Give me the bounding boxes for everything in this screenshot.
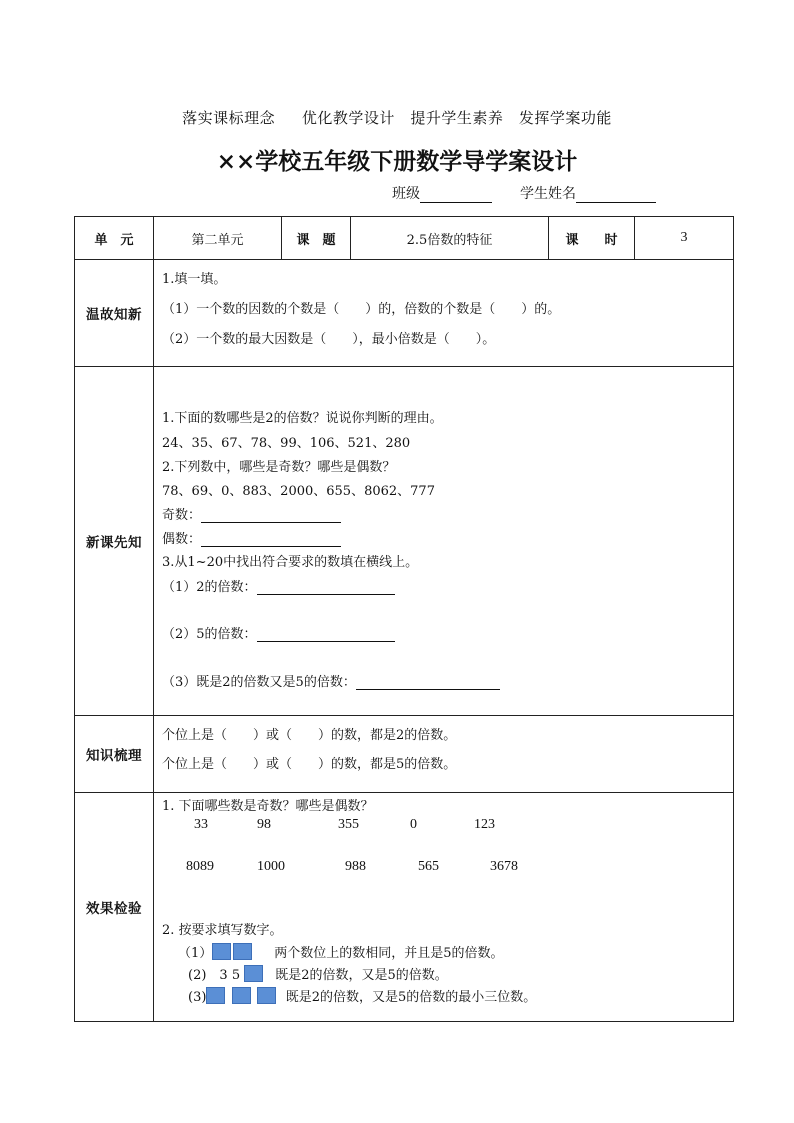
preview-label: 新课先知 — [75, 367, 154, 716]
class-field — [392, 183, 492, 203]
fill-item-3 — [188, 986, 536, 1005]
multiple-of-2-blank[interactable] — [257, 593, 395, 595]
fill-item-2-text: 既是2的倍数，又是5的倍数。 — [275, 968, 448, 983]
period-label: 课 时 — [549, 217, 635, 260]
multiple-of-5-row — [162, 623, 395, 642]
multiple-of-5-blank[interactable] — [257, 640, 395, 642]
unit-value: 第二单元 — [154, 217, 282, 260]
page-title: ××学校五年级下册数学导学案设计 — [216, 148, 578, 175]
odd-blank[interactable] — [201, 521, 341, 523]
fill-item-3-prefix: (3) — [188, 990, 207, 1005]
unit-label: 单 元 — [75, 217, 154, 260]
review-line: （2）一个数的最大因数是（ ），最小倍数是（ ）。 — [162, 332, 496, 347]
check-number: 123 — [474, 817, 495, 832]
check-row — [75, 793, 734, 1022]
preview-question-2: 2.下列数中，哪些是奇数？哪些是偶数？ — [162, 460, 396, 475]
check-number: 3678 — [490, 859, 518, 874]
review-content — [154, 260, 734, 367]
info-row — [75, 217, 734, 260]
odd-row — [162, 504, 341, 523]
review-label: 温故知新 — [75, 260, 154, 367]
fill-item-2-prefix: (2) 3 5 — [188, 968, 241, 983]
digit-box[interactable] — [212, 943, 231, 960]
review-line: 1.填一填。 — [162, 272, 227, 287]
topic-label: 课 题 — [282, 217, 351, 260]
review-row — [75, 260, 734, 367]
name-field — [520, 183, 656, 203]
summary-row — [75, 716, 734, 793]
preview-row — [75, 367, 734, 716]
odd-label: 奇数： — [162, 508, 202, 523]
check-number: 98 — [257, 817, 271, 832]
multiple-of-2-and-5-row — [162, 671, 500, 690]
preview-numbers-2: 78、69、0、883、2000、655、8062、777 — [162, 484, 435, 499]
digit-box[interactable] — [233, 943, 252, 960]
check-question-2: 2. 按要求填写数字。 — [162, 923, 283, 938]
digit-box[interactable] — [244, 965, 263, 982]
fill-item-1-text: 两个数位上的数相同，并且是5的倍数。 — [274, 946, 504, 961]
fill-item-1 — [178, 942, 504, 961]
digit-box[interactable] — [232, 987, 251, 1004]
summary-content — [154, 716, 734, 793]
multiple-of-2-row — [162, 576, 395, 595]
period-value: 3 — [635, 217, 734, 260]
digit-box[interactable] — [206, 987, 225, 1004]
page-motto: 落实课标理念 优化教学设计 提升学生素养 发挥学案功能 — [182, 109, 612, 127]
multiple-of-5-label: （2）5的倍数： — [162, 627, 257, 642]
even-row — [162, 528, 341, 547]
check-number: 8089 — [186, 859, 214, 874]
name-blank[interactable] — [576, 202, 656, 203]
digit-box[interactable] — [257, 987, 276, 1004]
check-content — [154, 793, 734, 1022]
summary-line-2: 个位上是（ ）或（ ）的数，都是5的倍数。 — [162, 757, 457, 772]
review-line: （1）一个数的因数的个数是（ ）的，倍数的个数是（ ）的。 — [162, 302, 561, 317]
check-number: 33 — [194, 817, 208, 832]
fill-item-1-prefix: （1） — [178, 946, 213, 961]
summary-label: 知识梳理 — [75, 716, 154, 793]
summary-line-1: 个位上是（ ）或（ ）的数，都是2的倍数。 — [162, 728, 457, 743]
check-question-1: 1. 下面哪些数是奇数？哪些是偶数？ — [162, 799, 374, 814]
preview-numbers-1: 24、35、67、78、99、106、521、280 — [162, 436, 411, 451]
name-label: 学生姓名 — [520, 186, 576, 202]
multiple-of-2-and-5-label: （3）既是2的倍数又是5的倍数： — [162, 675, 356, 690]
even-label: 偶数： — [162, 532, 202, 547]
preview-content — [154, 367, 734, 716]
check-number: 355 — [338, 817, 359, 832]
check-number: 988 — [345, 859, 366, 874]
preview-question-3: 3.从1~20中找出符合要求的数填在横线上。 — [162, 555, 419, 570]
class-blank[interactable] — [420, 202, 492, 203]
preview-question-1: 1.下面的数哪些是2的倍数？说说你判断的理由。 — [162, 411, 443, 426]
class-label: 班级 — [392, 186, 420, 202]
check-number: 1000 — [257, 859, 285, 874]
topic-value: 2.5倍数的特征 — [351, 217, 549, 260]
check-label: 效果检验 — [75, 793, 154, 1022]
fill-item-3-text: 既是2的倍数，又是5的倍数的最小三位数。 — [285, 990, 537, 1005]
check-number: 0 — [410, 817, 417, 832]
fill-item-2 — [188, 964, 448, 983]
multiple-of-2-label: （1）2的倍数： — [162, 580, 257, 595]
lesson-plan-table — [74, 216, 734, 1022]
check-number: 565 — [418, 859, 439, 874]
even-blank[interactable] — [201, 545, 341, 547]
multiple-of-2-and-5-blank[interactable] — [356, 688, 500, 690]
